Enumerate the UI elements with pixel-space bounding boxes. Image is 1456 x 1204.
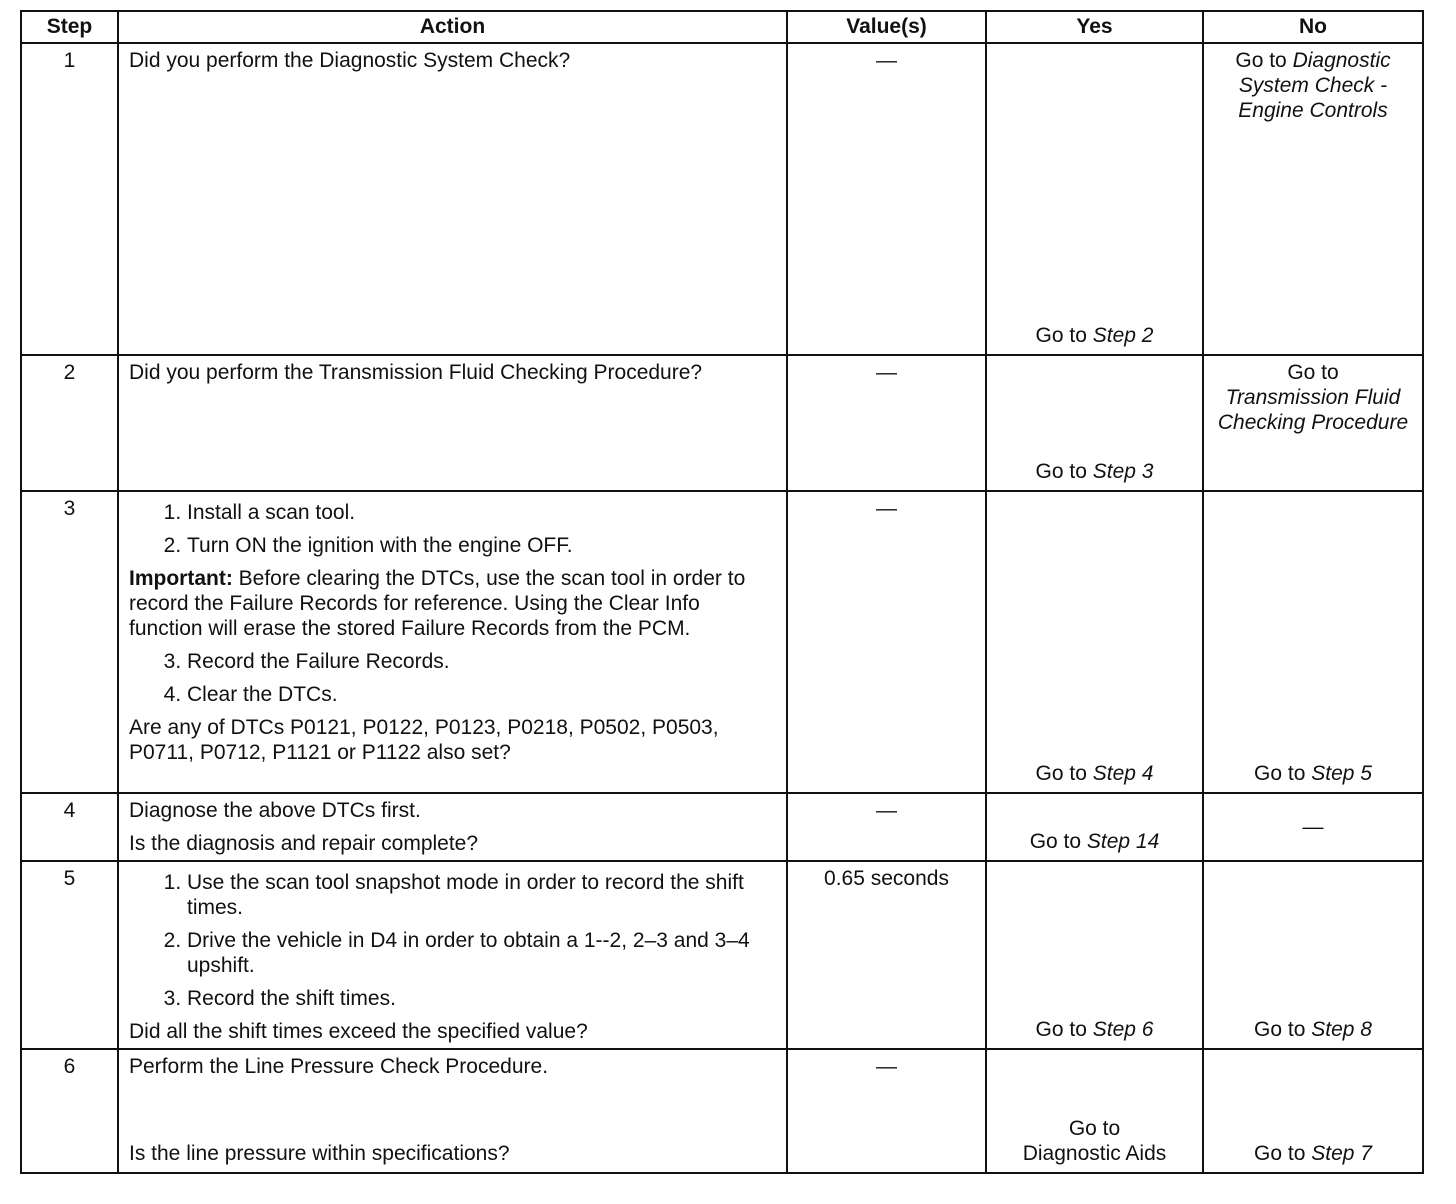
yes-link[interactable]: Step 2 [1092,324,1154,347]
value-cell: — [787,355,986,491]
header-row [21,11,1423,43]
diagnostic-table [20,10,1424,1174]
value-cell: — [787,43,986,355]
question: Are any of DTCs P0121, P0122, P0123, P0218, P0502, P0503, P0711, P0712, P1121 or P1122 also set? [129,716,719,764]
yes-prefix: Go to [1029,830,1087,853]
list-item: 3. Record the shift times. [187,986,776,1011]
yes-link[interactable]: Step 6 [1092,1018,1154,1041]
table-row [21,43,1423,355]
list-item: 2. Turn ON the ignition with the engine OFF. [187,533,776,558]
instruction: Perform the Line Pressure Check Procedure. [129,1055,549,1078]
no-dash: — [1302,815,1324,839]
no-prefix: Go to [1254,1142,1312,1165]
yes-prefix: Go to [1035,762,1093,785]
step-number: 6 [21,1049,118,1173]
list-item: 1. Use the scan tool snapshot mode in order to record the shift times. [187,870,776,920]
header-step: Step [21,11,118,43]
no-link[interactable]: Transmission Fluid Checking Procedure [1217,386,1409,434]
header-yes: Yes [986,11,1203,43]
yes-prefix: Go to [1035,460,1093,483]
step-list [129,500,776,558]
step-list [129,649,776,707]
yes-cell [986,1049,1203,1173]
yes-link[interactable]: Diagnostic Aids [1022,1142,1167,1165]
value-cell: — [787,793,986,861]
action-cell [118,355,787,491]
table-row [21,355,1423,491]
no-link[interactable]: Step 8 [1311,1018,1372,1041]
table-row [21,1049,1423,1173]
header-values: Value(s) [787,11,986,43]
step-number: 2 [21,355,118,491]
no-link[interactable]: Step 7 [1311,1142,1372,1165]
no-cell [1203,1049,1423,1173]
value-cell: 0.65 seconds [787,861,986,1049]
no-prefix: Go to [1287,361,1339,384]
table-row [21,861,1423,1049]
no-cell [1203,793,1423,861]
step-number: 3 [21,491,118,793]
important-text: Before clearing the DTCs, use the scan tool in order to record the Failure Records for reference. Using the Clear Info function will erase the stored Failure Records from the PCM. [129,567,746,640]
question: Did you perform the Diagnostic System Check? [129,49,571,72]
value-cell: — [787,1049,986,1173]
value-cell: — [787,491,986,793]
yes-cell [986,793,1203,861]
list-item: 3. Record the Failure Records. [187,649,776,674]
no-cell [1203,491,1423,793]
action-cell [118,1049,787,1173]
list-item: 4. Clear the DTCs. [187,682,776,707]
step-number: 1 [21,43,118,355]
header-action: Action [118,11,787,43]
no-cell [1203,861,1423,1049]
yes-cell [986,355,1203,491]
yes-cell [986,861,1203,1049]
question: Did you perform the Transmission Fluid Checking Procedure? [129,361,703,384]
no-link[interactable]: Step 5 [1311,762,1372,785]
yes-prefix: Go to [1068,1117,1121,1140]
question: Is the diagnosis and repair complete? [129,832,479,855]
yes-prefix: Go to [1035,1018,1093,1041]
important-label: Important: [129,567,233,590]
list-item: 1. Install a scan tool. [187,500,776,525]
no-prefix: Go to [1235,49,1293,72]
no-prefix: Go to [1254,1018,1312,1041]
yes-cell [986,491,1203,793]
no-prefix: Go to [1254,762,1312,785]
yes-link[interactable]: Step 14 [1086,830,1160,853]
no-cell [1203,43,1423,355]
no-link[interactable]: Diagnostic System Check - Engine Controls [1238,49,1391,122]
question: Is the line pressure within specifications? [129,1142,510,1165]
action-cell [118,43,787,355]
question: Did all the shift times exceed the specified value? [129,1020,588,1043]
step-list [129,870,776,1011]
list-item: 2. Drive the vehicle in D4 in order to obtain a 1--2, 2–3 and 3–4 upshift. [187,928,776,978]
table-row [21,793,1423,861]
action-cell [118,793,787,861]
action-cell [118,861,787,1049]
yes-cell [986,43,1203,355]
no-cell [1203,355,1423,491]
yes-link[interactable]: Step 3 [1092,460,1154,483]
important-note [129,566,776,641]
step-number: 4 [21,793,118,861]
action-cell [118,491,787,793]
instruction: Diagnose the above DTCs first. [129,799,421,822]
yes-link[interactable]: Step 4 [1092,762,1154,785]
header-no: No [1203,11,1423,43]
step-number: 5 [21,861,118,1049]
yes-prefix: Go to [1035,324,1093,347]
table-row [21,491,1423,793]
